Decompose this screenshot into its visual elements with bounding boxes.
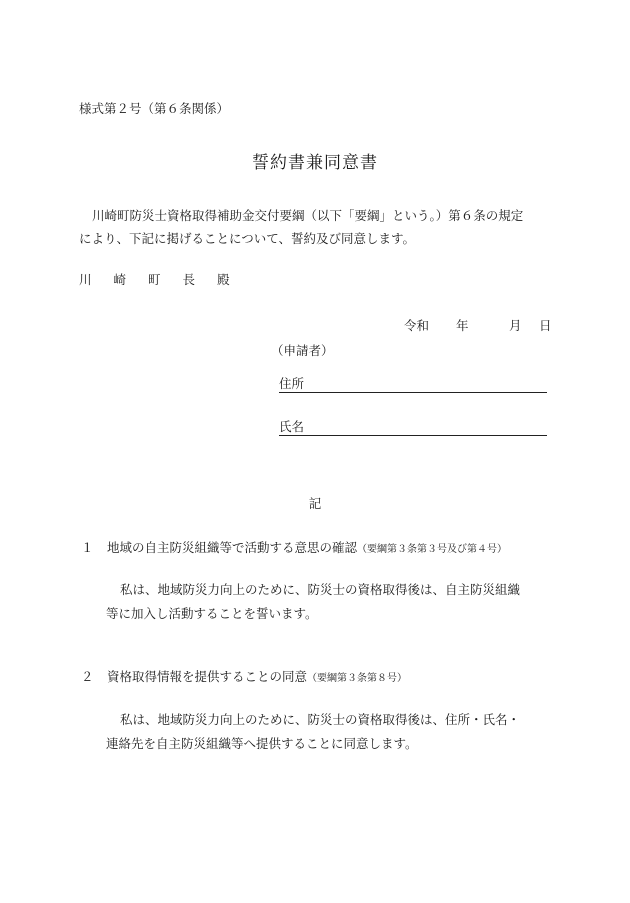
item-heading-text: 地域の自主防災組織等で活動する意思の確認 xyxy=(107,540,358,555)
addressee-char: 殿 xyxy=(217,272,230,287)
address-field[interactable] xyxy=(279,374,547,393)
item-number: １ xyxy=(81,540,94,555)
form-number: 様式第２号（第６条関係） xyxy=(79,101,230,116)
item-2-body xyxy=(106,708,556,756)
name-field[interactable] xyxy=(279,417,547,436)
ki-heading: 記 xyxy=(308,496,322,511)
applicant-label: （申請者） xyxy=(271,343,334,358)
page-title: 誓約書兼同意書 xyxy=(252,153,378,173)
item-body-line-1: 私は、地域防災力向上のために、防災士の資格取得後は、自主防災組織 xyxy=(120,582,521,597)
date-era: 令和 xyxy=(404,318,430,333)
item-body-line-1: 私は、地域防災力向上のために、防災士の資格取得後は、住所・氏名・ xyxy=(120,712,521,727)
date-day: 日 xyxy=(539,318,552,333)
intro-line-2: により、下記に掲げることについて、誓約及び同意します。 xyxy=(79,231,416,246)
item-reference: （要綱第３条第３号及び第４号） xyxy=(357,544,508,555)
addressee xyxy=(79,270,252,288)
name-label: 氏名 xyxy=(279,419,305,434)
date-year: 年 xyxy=(456,318,469,333)
item-1-body xyxy=(106,578,556,626)
item-heading-text: 資格取得情報を提供することの同意 xyxy=(107,669,308,684)
item-body-line-2: 連絡先を自主防災組織等へ提供することに同意します。 xyxy=(106,736,418,751)
addressee-char: 崎 xyxy=(113,272,127,287)
addressee-char: 川 xyxy=(79,272,92,287)
date-month: 月 xyxy=(509,318,522,333)
item-number: ２ xyxy=(81,669,94,684)
item-2-heading xyxy=(81,667,407,685)
item-1-heading xyxy=(81,538,507,556)
date-line xyxy=(404,316,552,334)
intro-line-1: 川崎町防災士資格取得補助金交付要綱（以下「要綱」という。）第６条の規定 xyxy=(92,208,524,223)
item-reference: （要綱第３条第８号） xyxy=(307,673,408,684)
intro-paragraph xyxy=(79,204,559,250)
addressee-char: 長 xyxy=(182,272,196,287)
addressee-char: 町 xyxy=(148,272,161,287)
item-body-line-2: 等に加入し活動することを誓います。 xyxy=(106,606,318,621)
address-label: 住所 xyxy=(279,376,305,391)
